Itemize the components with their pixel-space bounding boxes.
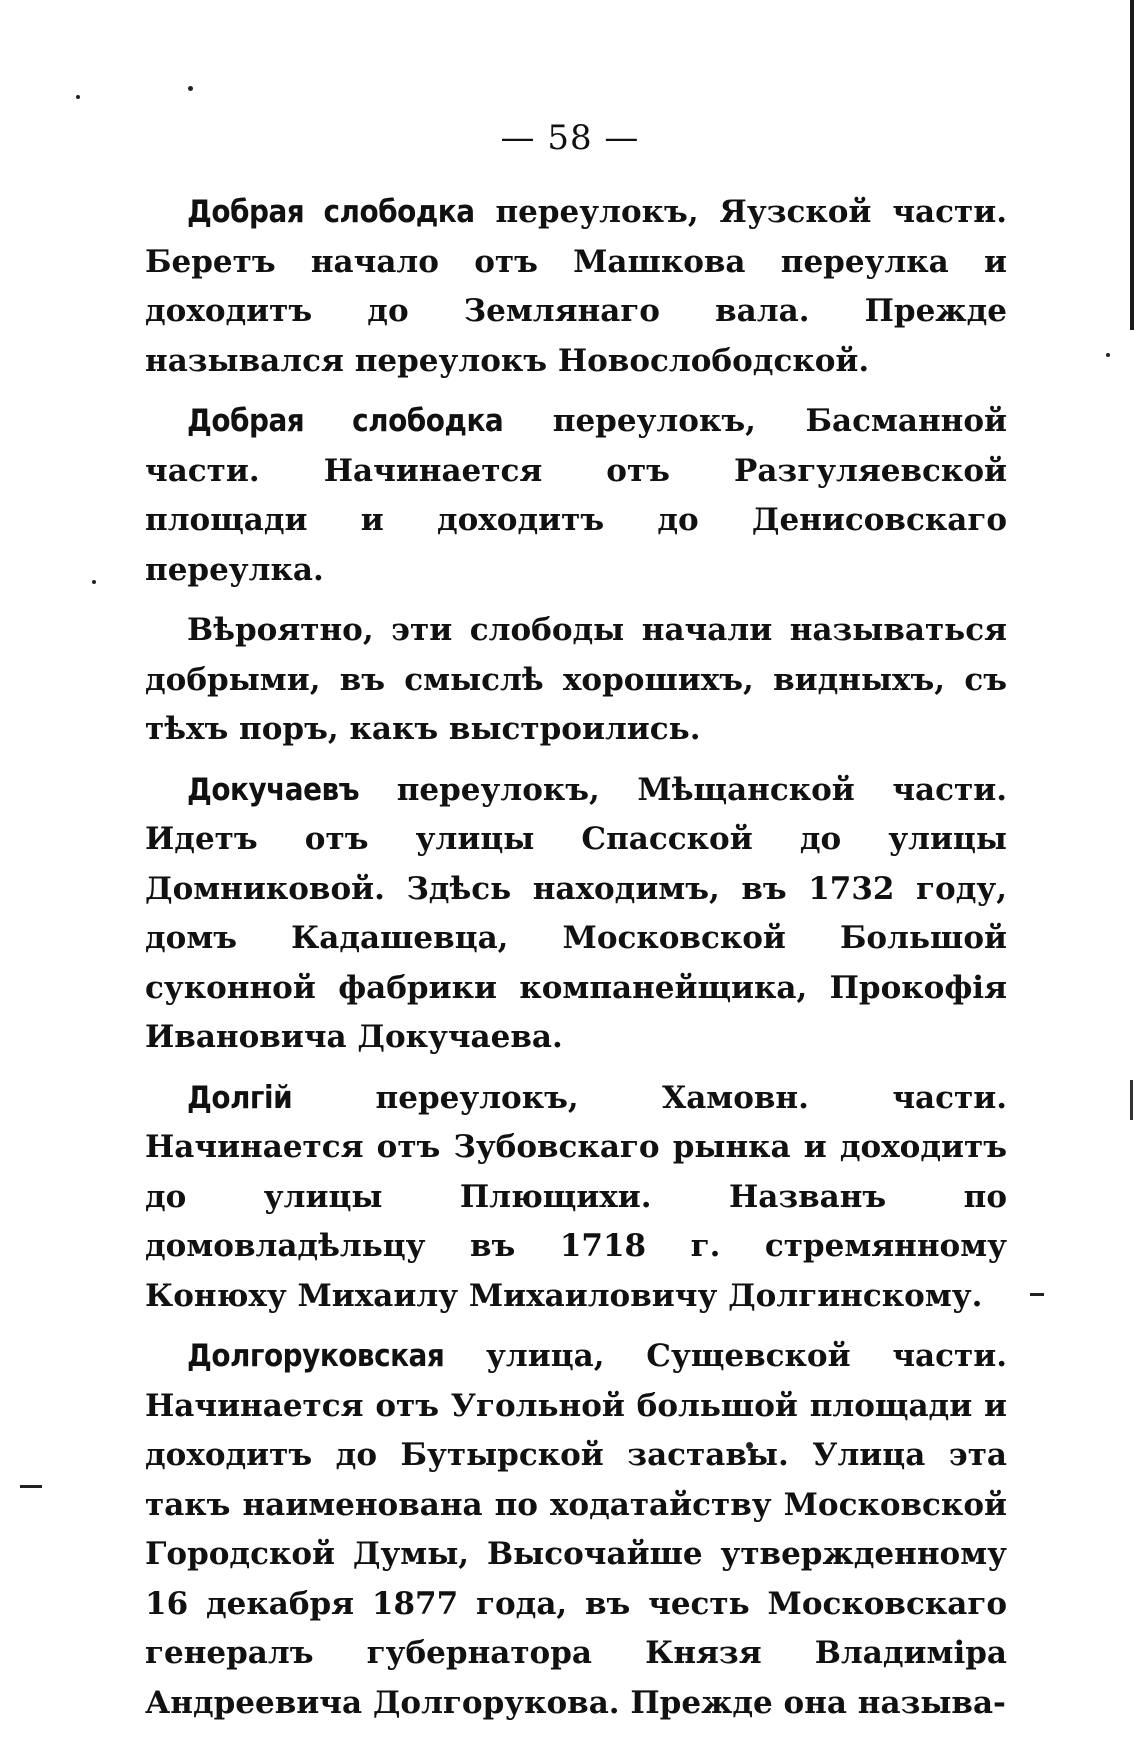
entry-headword: Докучаевъ	[187, 771, 360, 808]
entry-dokuchaev	[145, 766, 1007, 1063]
scan-speck	[76, 95, 80, 99]
entry-headword: Долгій	[187, 1079, 293, 1116]
entry-dolgiy	[145, 1074, 1007, 1322]
entry-text: Вѣроятно, эти слободы начали называться добрыми, въ смыслѣ хорошихъ, видныхъ, съ тѣхъ поръ, какъ выстроились.	[145, 612, 1007, 747]
entry-text: переулокъ, Яузской части. Беретъ начало отъ Машкова переулка и доходитъ до Землянаго вала. Прежде назывался переулокъ Новослободской.	[145, 194, 1007, 379]
page-number: — 58 —	[500, 118, 640, 158]
entry-headword: Добрая слободка	[187, 194, 475, 230]
entry-dolgorukovskaya	[145, 1332, 1007, 1728]
entry-note	[145, 606, 1007, 755]
entry-dobraya-slobodka-basmannaya	[145, 397, 1007, 595]
entry-text: переулокъ, Мѣщанской части. Идетъ отъ улицы Спасской до улицы Домниковой. Здѣсь находимъ, въ 1732 году, домъ Кадашевца, Московской Большой суконной фабрики компанейщика, Прокофія Ивановича Докучаева.	[145, 771, 1007, 1055]
scan-edge-line	[1130, 0, 1134, 330]
scan-dash-mark	[1030, 1293, 1044, 1296]
entry-text: переулокъ, Басманной части. Начинается отъ Разгуляевской площади и доходитъ до Денисовскаго переулка.	[145, 403, 1008, 588]
entry-headword: Долгоруковская	[187, 1338, 445, 1374]
scan-edge-mark	[1130, 1080, 1133, 1120]
entry-text: переулокъ, Хамовн. части. Начинается отъ Зубовскаго рынка и доходитъ до улицы Плющихи. Названъ по домовладѣльцу въ 1718 г. стремянному Конюху Михаилу Михаиловичу Долгинскому.	[145, 1079, 1007, 1314]
scan-speck	[188, 86, 193, 91]
entry-text: улица, Сущевской части. Начинается отъ Угольной большой площади и доходитъ до Бутырской заставы. Улица эта такъ наименована по ходатайству Московской Городской Думы, Высочайше утвержденному 16 декабря 1877 года, въ честь Московскаго генералъ губернатора Князя Владиміра Андреевича Долгорукова. Прежде она называ-	[145, 1338, 1007, 1721]
dictionary-text	[145, 188, 1007, 1739]
scan-speck	[1106, 353, 1110, 357]
entry-headword: Добрая слободка	[187, 403, 504, 439]
entry-dobraya-slobodka-yauzskaya	[145, 188, 1007, 386]
scan-dash-mark	[20, 1485, 42, 1488]
scan-speck	[92, 580, 96, 584]
